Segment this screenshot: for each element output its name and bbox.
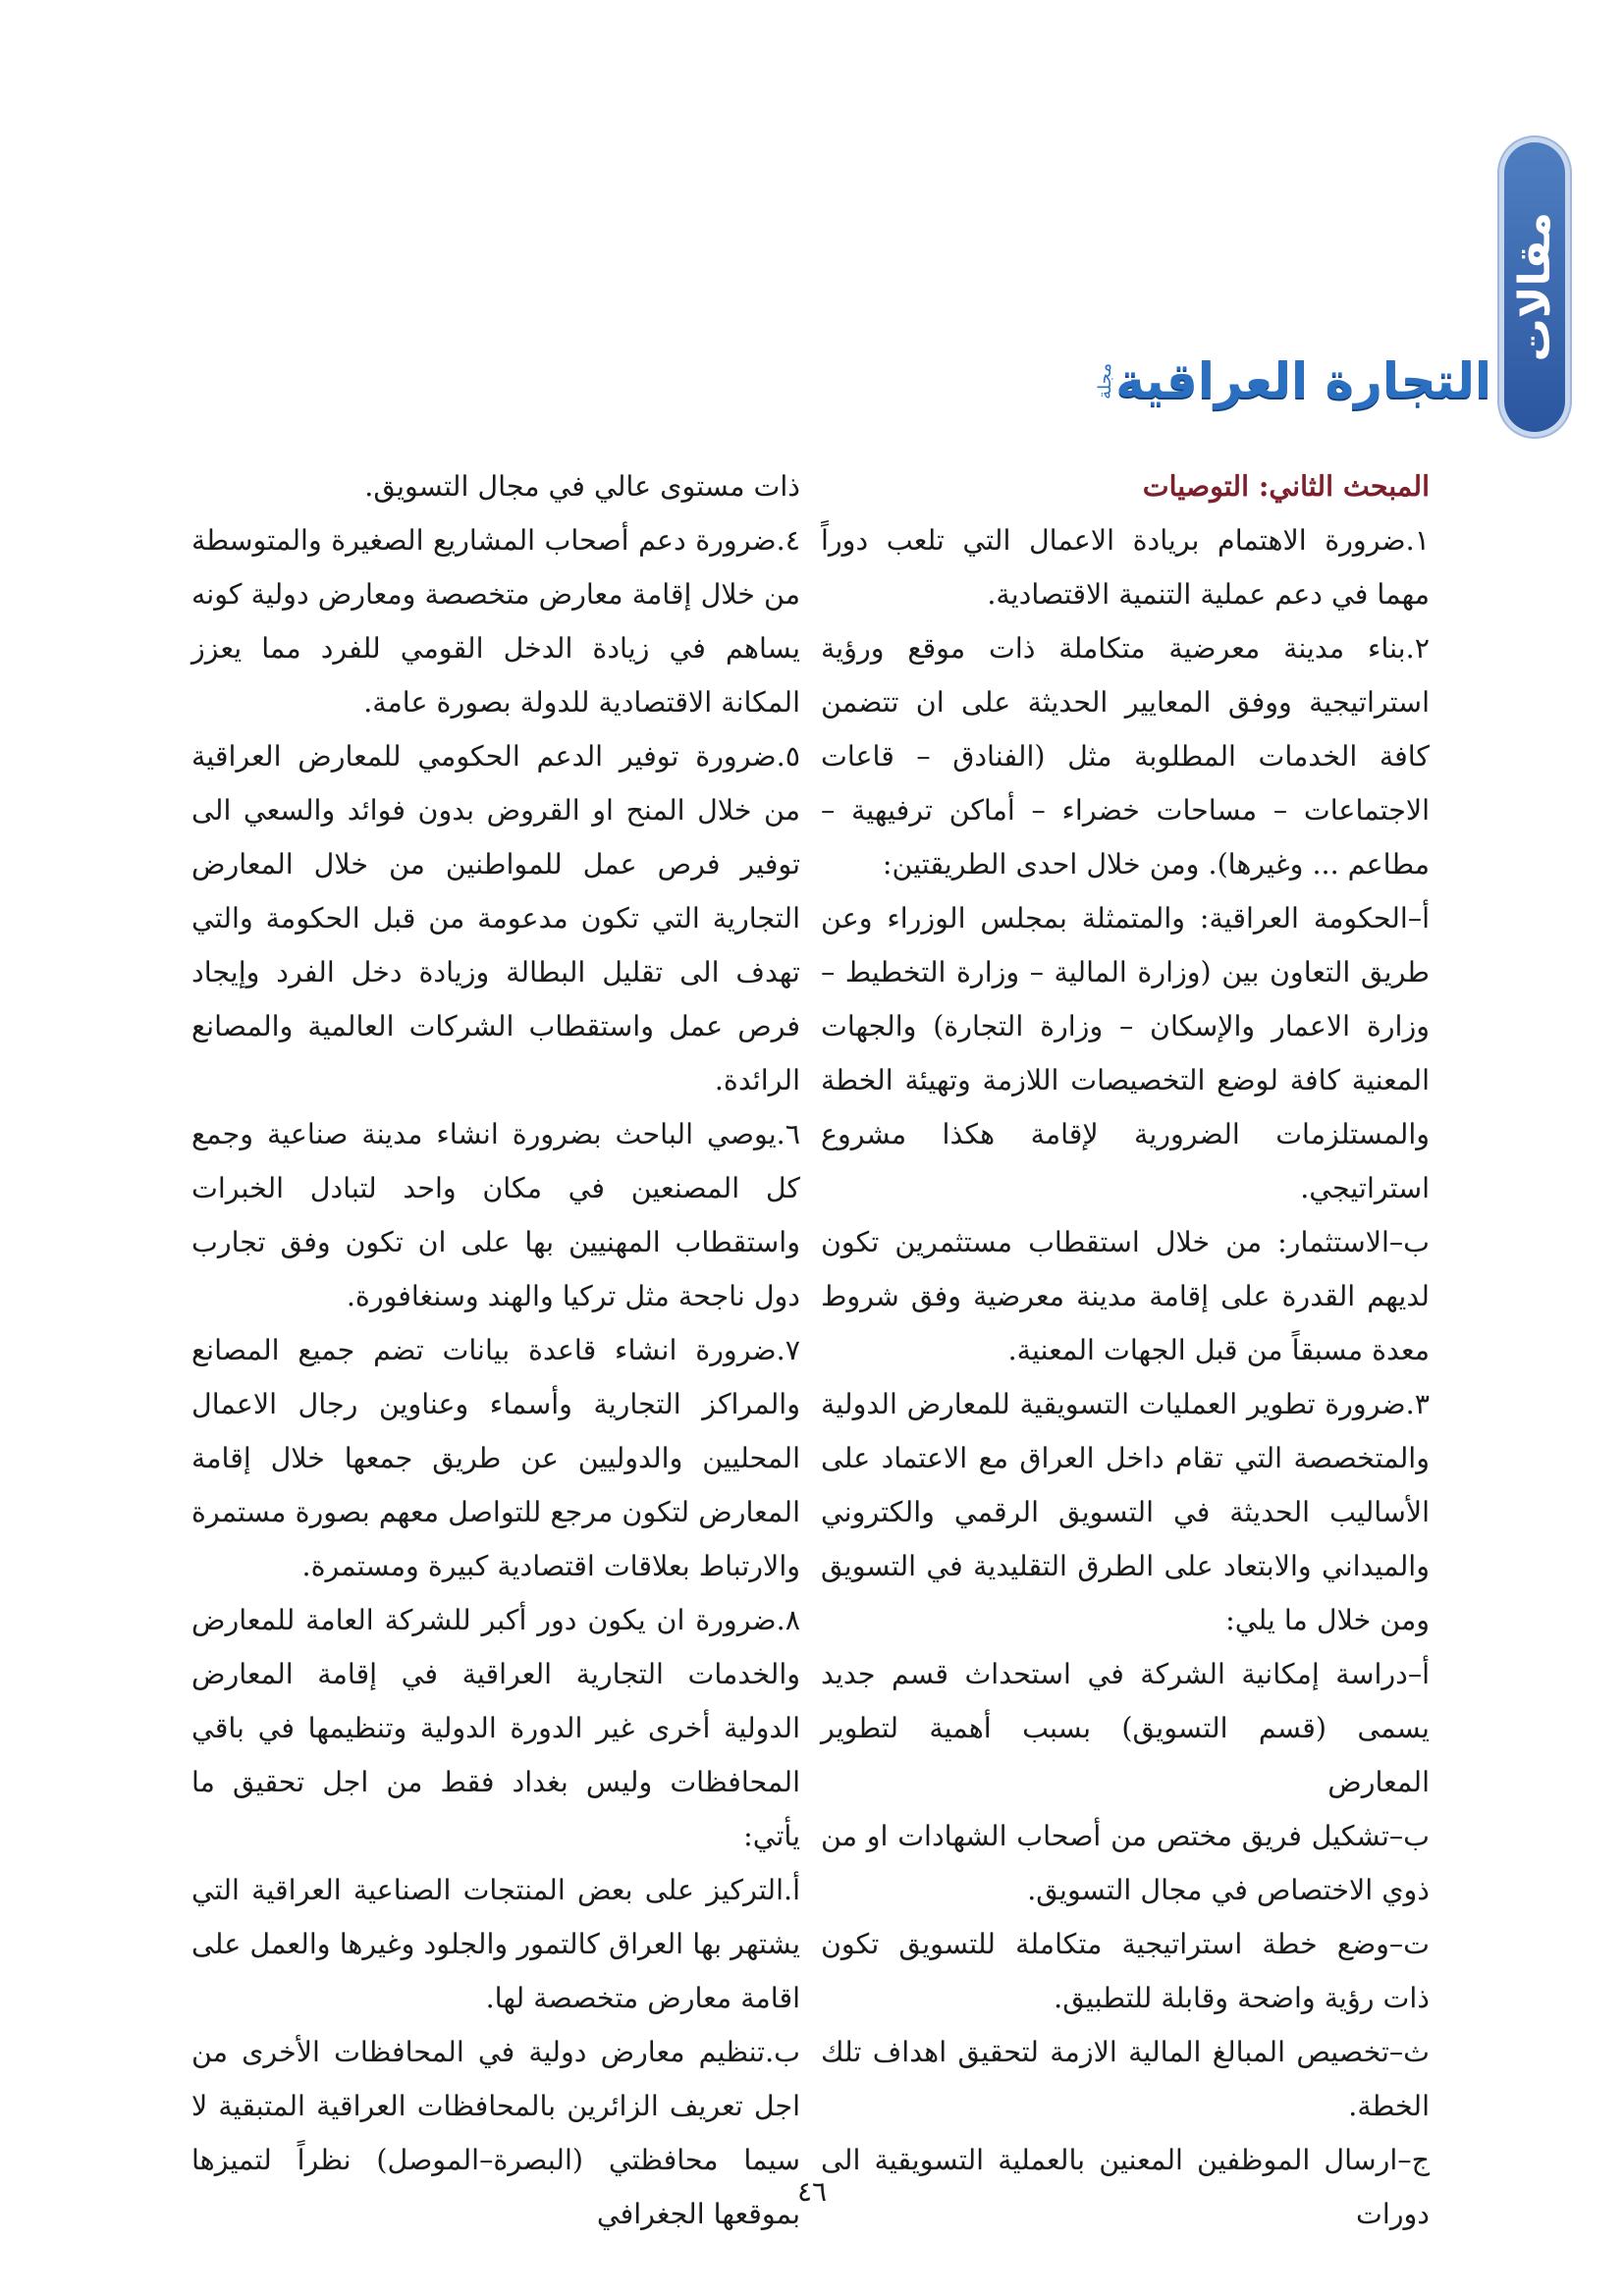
paragraph: ٢.بناء مدينة معرضية متكاملة ذات موقع ورؤية استراتيجية ووفق المعايير الحديثة على ان تتضمن كافة الخدمات المطلوبة مثل (الفنادق – قاعات الاجتماعات – مساحات خضراء – أماكن ترفيهية – مطاعم ... وغيرها). ومن خلال احدى الطريقتين: — [821, 632, 1430, 881]
paragraph: أ.التركيز على بعض المنتجات الصناعية العراقية التي يشتهر بها العراق كالتمور والجلود وغيرها والعمل على اقامة معارض متخصصة لها. — [191, 1874, 800, 2014]
paragraph: ب–تشكيل فريق مختص من أصحاب الشهادات او من ذوي الاختصاص في مجال التسويق. — [821, 1820, 1430, 1906]
paragraph: ذات مستوى عالي في مجال التسويق. — [364, 470, 800, 503]
magazine-logo — [1095, 346, 1491, 416]
left-column — [191, 459, 800, 2241]
paragraph: أ–دراسة إمكانية الشركة في استحداث قسم جديد يسمى (قسم التسويق) بسبب أهمية لتطوير المعارض — [821, 1658, 1430, 1798]
right-column — [821, 459, 1430, 2241]
paragraph: ب.تنظيم معارض دولية في المحافظات الأخرى من اجل تعريف الزائرين بالمحافظات العراقية المتبقية لا سيما محافظتي (البصرة–الموصل) نظراً لتميزها بموقعها الجغرافي — [191, 2036, 800, 2230]
paragraph: ٤.ضرورة دعم أصحاب المشاريع الصغيرة والمتوسطة من خلال إقامة معارض متخصصة ومعارض دولية كونه يساهم في زيادة الدخل القومي للفرد مما يعزز المكانة الاقتصادية للدولة بصورة عامة. — [191, 524, 800, 719]
paragraph: ج–ارسال الموظفين المعنين بالعملية التسويقية الى دورات — [821, 2144, 1430, 2230]
page-number: ٤٦ — [796, 2175, 828, 2208]
paragraph: ت–وضع خطة استراتيجية متكاملة للتسويق تكون ذات رؤية واضحة وقابلة للتطبيق. — [821, 1928, 1430, 2014]
paragraph: ث–تخصيص المبالغ المالية الازمة لتحقيق اهداف تلك الخطة. — [821, 2036, 1430, 2122]
section-heading: المبحث الثاني: التوصيات — [1142, 469, 1430, 503]
section-tab — [1504, 142, 1565, 432]
paragraph: ب–الاستثمار: من خلال استقطاب مستثمرين تكون لديهم القدرة على إقامة مدينة معرضية وفق شروط معدة مسبقاً من قبل الجهات المعنية. — [821, 1226, 1430, 1366]
paragraph: أ–الحكومة العراقية: والمتمثلة بمجلس الوزراء وعن طريق التعاون بين (وزارة المالية – وزارة التخطيط – وزارة الاعمار والإسكان – وزارة التجارة) والجهات المعنية كافة لوضع التخصيصات اللازمة وتهيئة الخطة والمستلزمات الضرورية لإقامة هكذا مشروع استراتيجي. — [821, 902, 1430, 1204]
logo-subtitle: مجلة — [1095, 362, 1116, 400]
section-tab-label: مقالات — [1509, 212, 1560, 362]
logo-title: التجارة العراقية — [1115, 352, 1491, 409]
paragraph: ٦.يوصي الباحث بضرورة انشاء مدينة صناعية وجمع كل المصنعين في مكان واحد لتبادل الخبرات واستقطاب المهنيين بها على ان تكون وفق تجارب دول ناجحة مثل تركيا والهند وسنغافورة. — [191, 1118, 800, 1312]
paragraph: ١.ضرورة الاهتمام بريادة الاعمال التي تلعب دوراً مهما في دعم عملية التنمية الاقتصادية. — [821, 524, 1430, 611]
paragraph: ٧.ضرورة انشاء قاعدة بيانات تضم جميع المصانع والمراكز التجارية وأسماء وعناوين رجال الاعمال المحليين والدوليين عن طريق جمعها خلال إقامة المعارض لتكون مرجع للتواصل معهم بصورة مستمرة والارتباط بعلاقات اقتصادية كبيرة ومستمرة. — [191, 1334, 800, 1582]
paragraph: ٥.ضرورة توفير الدعم الحكومي للمعارض العراقية من خلال المنح او القروض بدون فوائد والسعي الى توفير فرص عمل للمواطنين من خلال المعارض التجارية التي تكون مدعومة من قبل الحكومة والتي تهدف الى تقليل البطالة وزيادة دخل الفرد وإيجاد فرص عمل واستقطاب الشركات العالمية والمصانع الرائدة. — [191, 740, 800, 1096]
paragraph: ٨.ضرورة ان يكون دور أكبر للشركة العامة للمعارض والخدمات التجارية العراقية في إقامة المعارض الدولية أخرى غير الدورة الدولية وتنظيمها في باقي المحافظات وليس بغداد فقط من اجل تحقيق ما يأتي: — [191, 1604, 800, 1852]
paragraph: ٣.ضرورة تطوير العمليات التسويقية للمعارض الدولية والمتخصصة التي تقام داخل العراق مع الاعتماد على الأساليب الحديثة في التسويق الرقمي والكتروني والميداني والابتعاد على الطرق التقليدية في التسويق ومن خلال ما يلي: — [821, 1388, 1430, 1636]
